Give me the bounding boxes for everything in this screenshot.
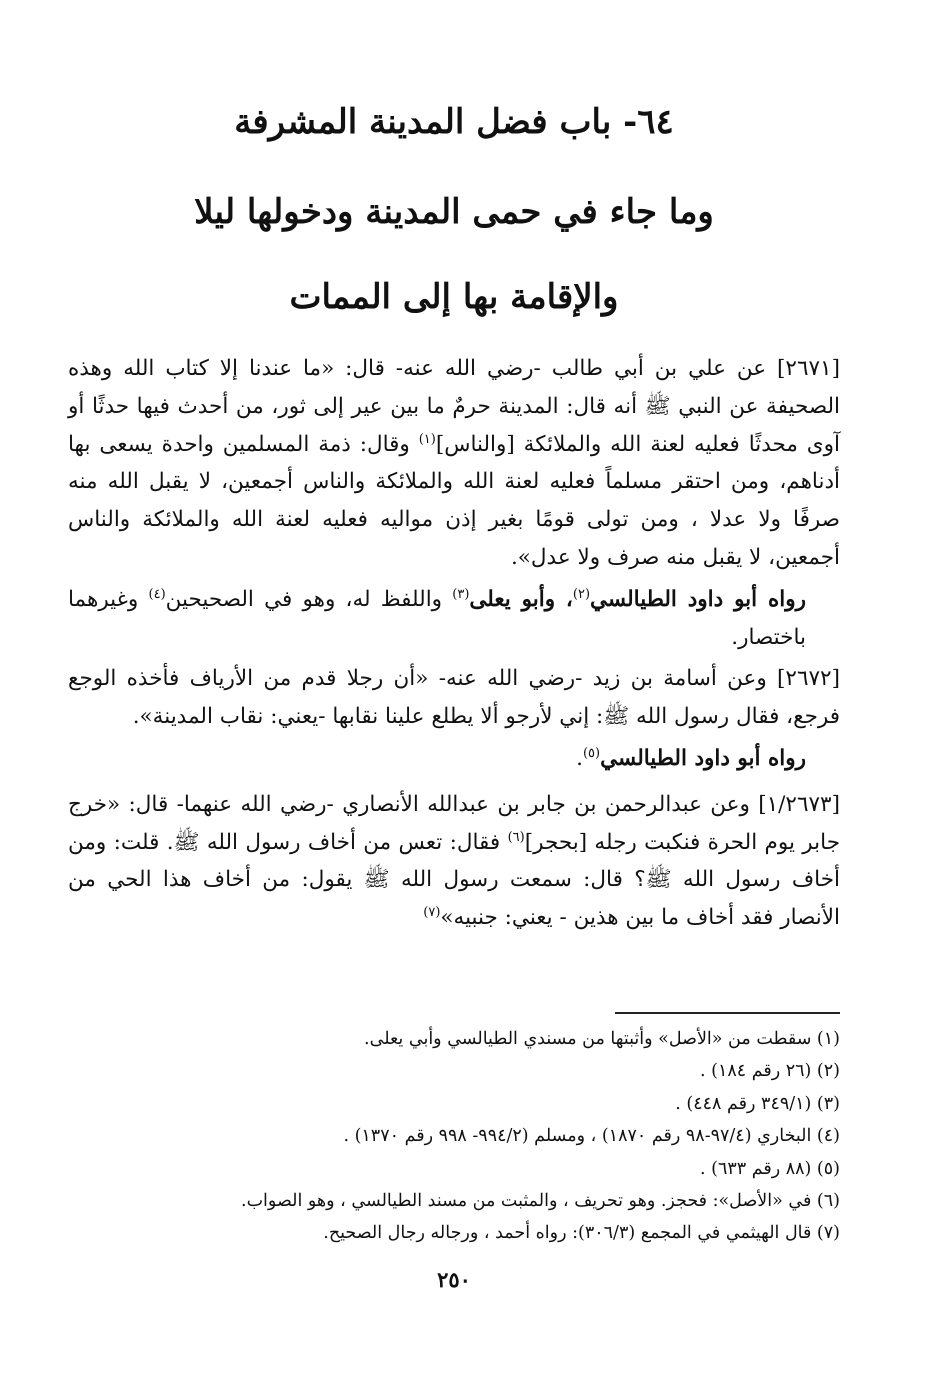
chapter-subtitle-1: وما جاء في حمى المدينة ودخولها ليلا (194, 192, 714, 232)
footnote-ref-3: (٣) (452, 586, 470, 602)
narration-2672-part2: . (576, 745, 583, 771)
footnotes (68, 1023, 840, 1250)
footnote-item: (٦) في «الأصل»: فحجز. وهو تحريف ، والمثبت من مسند الطيالسي ، وهو الصواب. (241, 1191, 840, 1212)
footnote-item: (٢) (٢٦ رقم ١٨٤) . (699, 1061, 840, 1082)
footnote-ref-1: (١) (418, 431, 436, 447)
hadith-2672 (68, 660, 840, 736)
footnote-ref-5: (٥) (582, 745, 601, 761)
narration-2671-part1: رواه أبو داود الطيالسي (590, 586, 806, 612)
footnote-item: (٤) البخاري (٩٧/٤-٩٨ رقم ١٨٧٠) ، ومسلم (٩٩٤/٢- ٩٩٨ رقم ١٣٧٠) . (343, 1126, 840, 1147)
footnote-item: (١) سقطت من «الأصل» وأثبتها من مسندي الطيالسي وأبي يعلى. (364, 1029, 840, 1049)
chapter-title: ٦٤- باب فضل المدينة المشرفة (234, 102, 674, 142)
page-number: ٢٥٠ (437, 1267, 471, 1292)
narration-2672 (68, 740, 840, 778)
footnote-item: (٧) قال الهيثمي في المجمع (٣٠٦/٣): رواه أحمد ، ورجاله رجال الصحيح. (323, 1223, 840, 1244)
hadith-2673-text: [١/٢٦٧٣] وعن عبدالرحمن بن جابر بن عبدالله الأنصاري -رضي الله عنهما- قال: «خرج جابر يوم الحرة فنكبت رجله [بحجر] (68, 791, 840, 855)
narration-2671-part3: واللفظ له، وهو في الصحيحين (165, 586, 453, 612)
footnote-ref-4: (٤) (148, 586, 166, 602)
footnote-separator (615, 1012, 840, 1014)
footnote-ref-7: (٧) (423, 905, 441, 920)
chapter-subtitle-2: والإقامة بها إلى الممات (289, 277, 619, 317)
narration-2671-part2: ، وأبو يعلى (469, 586, 573, 612)
hadith-2672-text: [٢٦٧٢] وعن أسامة بن زيد -رضي الله عنه- «أن رجلا قدم من الأرياف فأخذه الوجع فرجع، فقال رسول الله ﷺ: إني لأرجو ألا يطلع علينا نقابها -يعني: نقاب المدينة». (68, 666, 840, 730)
hadith-2673 (68, 786, 840, 937)
hadith-2671-text: [٢٦٧١] عن علي بن أبي طالب -رضي الله عنه- قال: «ما عندنا إلا كتاب الله وهذه الصحيفة عن النبي ﷺ أنه قال: المدينة حرمٌ ما بين عير إلى ثور، من أحدث فيها حدثًا أو آوى محدثًا فعليه لعنة الله والملائكة [والناس] (68, 356, 840, 457)
footnote-item: (٣) (٣٤٩/١ رقم ٤٤٨) . (675, 1093, 840, 1114)
main-text (68, 350, 840, 941)
footnote-item: (٥) (٨٨ رقم ٦٣٣) . (699, 1158, 840, 1179)
narration-2671 (68, 581, 840, 657)
hadith-2673-text-cont: فقال: تعس من أخاف رسول الله ﷺ. قلت: ومن أخاف رسول الله ﷺ؟ قال: سمعت رسول الله ﷺ يقول: من أخاف هذا الحي من الأنصار فقد أخاف ما بين هذين - يعني: جنبيه» (68, 829, 840, 931)
narration-2671-part4: وغيرهما باختصار. (68, 586, 806, 650)
book-page (68, 0, 840, 1374)
hadith-2671-text-cont: وقال: ذمة المسلمين واحدة يسعى بها أدناهم، ومن احتقر مسلماً فعليه لعنة الله والملائكة والناس أجمعين، لا يقبل الله منه صرفًا ولا عدلا ، ومن تولى قومًا بغير إذن مواليه فعليه لعنة الله والملائكة والناس أجمعين، لا يقبل منه صرف ولا عدل». (68, 431, 840, 570)
hadith-2671 (68, 350, 840, 577)
footnote-ref-6: (٦) (507, 829, 525, 845)
footnote-ref-2: (٢) (572, 586, 591, 602)
narration-2672-part1: رواه أبو داود الطيالسي (600, 745, 806, 771)
